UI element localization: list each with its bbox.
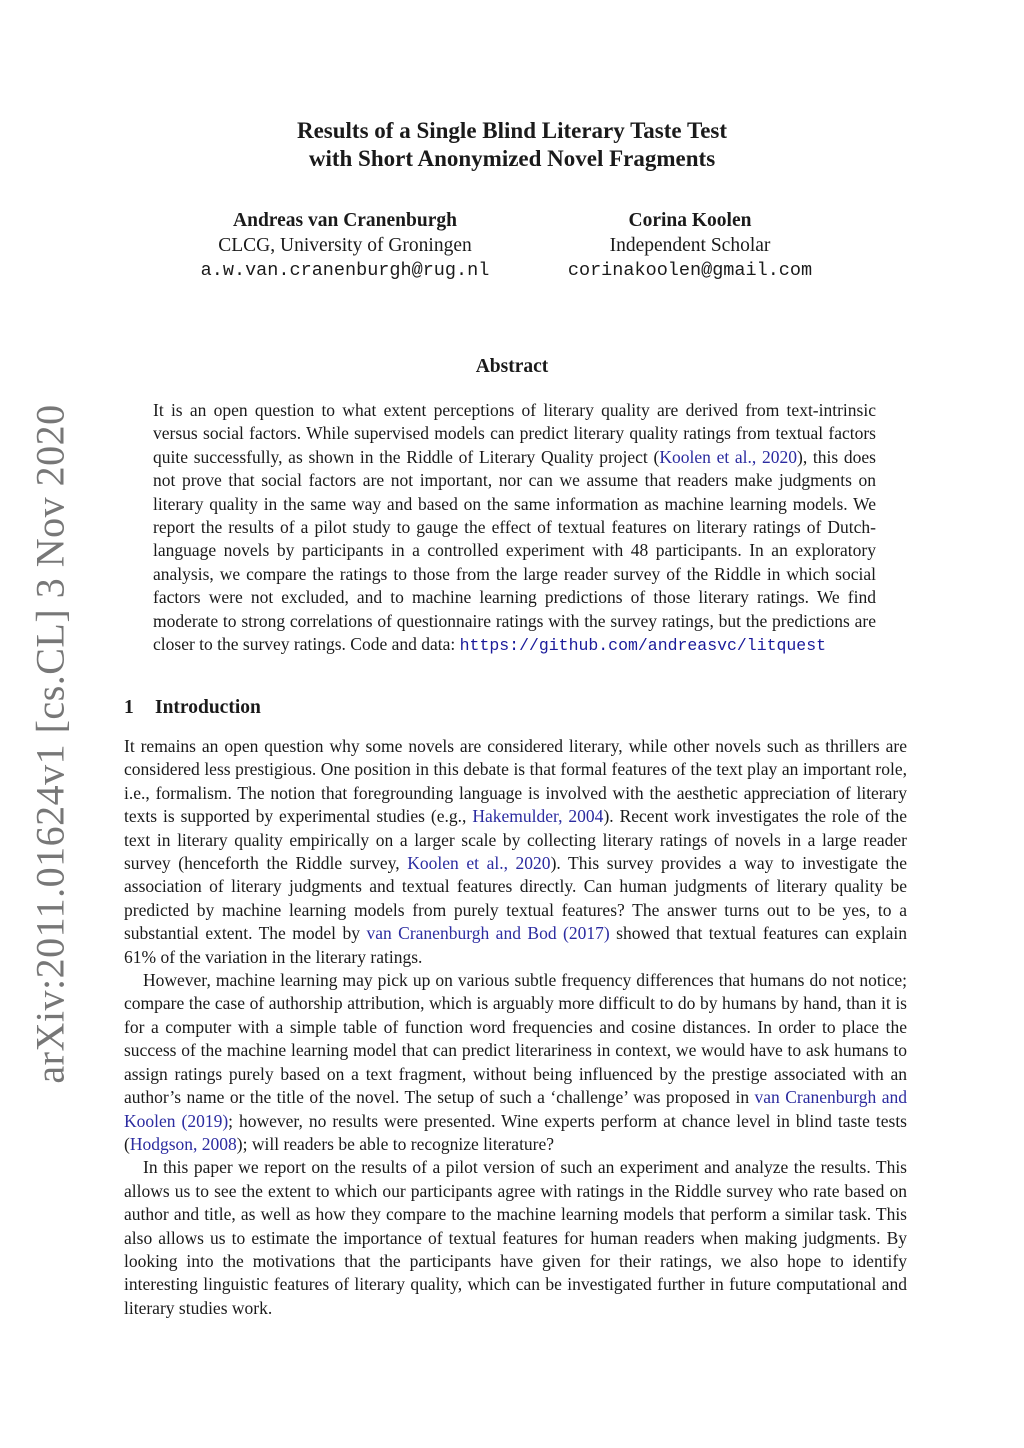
- paragraph: [124, 735, 907, 969]
- code-repository-link[interactable]: https://github.com/andreasvc/litquest: [459, 636, 827, 656]
- citation-link[interactable]: Koolen et al., 2020: [407, 853, 551, 874]
- title-line-2: with Short Anonymized Novel Fragments: [308, 146, 716, 171]
- arxiv-identifier: arXiv:2011.01624v1 [cs.CL] 3 Nov 2020: [27, 404, 73, 1084]
- citation-link[interactable]: Koolen et al., 2020: [659, 446, 797, 467]
- introduction-body: [124, 735, 907, 1320]
- abstract-text: It is an open question to what extent perceptions of literary quality are derived from text-intrinsic versus social factors. While supervised models can predict literary quality ratings from textual factors quite successfully, as shown in the Riddle of Literary Quality project (: [153, 400, 876, 467]
- author-block-2: [530, 208, 850, 283]
- title-line-1: Results of a Single Blind Literary Taste Test: [296, 118, 728, 143]
- paragraph: [124, 969, 907, 1156]
- paragraph-text: ). Recent work investigates the role of the text in literary quality empirically on a larger scale by collecting literary ratings of novels in a large reader survey (henceforth the Riddle survey,: [124, 806, 907, 874]
- abstract-heading: Abstract: [475, 356, 549, 377]
- author-name: Andreas van Cranenburgh: [233, 210, 457, 231]
- section-number: 1: [124, 697, 134, 718]
- citation-link[interactable]: van Cranenburgh and Bod (2017): [366, 923, 610, 944]
- abstract-body: [153, 399, 876, 657]
- author-affiliation: CLCG, University of Groningen: [218, 235, 472, 256]
- paragraph-text: ; however, no results were presented. Wine experts perform at chance level in blind taste tests (: [124, 1110, 907, 1154]
- paragraph-text: It remains an open question why some novels are considered literary, while other novels such as thrillers are considered less prestigious. One position in this debate is that formal features of the text play an important role, i.e., formalism. The notion that foregrounding language is involved with the aesthetic appreciation of literary texts is supported by experimental studies (e.g.,: [124, 736, 907, 827]
- citation-link[interactable]: Hodgson, 2008: [129, 1133, 237, 1154]
- paragraph-text: showed that textual features can explain 61% of the variation in the literary ratings.: [124, 923, 907, 967]
- paragraph-text: ). This survey provides a way to investigate the association of literary judgments and textual features directly. Can human judgments of literary quality be predicted by machine learning models from purely textual features? The answer turns out to be yes, to a substantial extent. The model by: [124, 853, 907, 944]
- abstract-text: ), this does not prove that social factors are not important, nor can we assume that readers make judgments on literary quality in the same way and based on the same information as machine learning models. We report the results of a pilot study to gauge the effect of textual features on literary ratings of Dutch-language novels by participants in a controlled experiment with 48 participants. In an exploratory analysis, we compare the ratings to those from the large reader survey of the Riddle in which social factors were not excluded, and to machine learning predictions of those literary ratings. We find moderate to strong correlations of questionnaire ratings with the survey ratings, but the predictions are closer to the survey ratings. Code and data:: [153, 446, 876, 655]
- author-email[interactable]: corinakoolen@gmail.com: [567, 260, 813, 281]
- paragraph: In this paper we report on the results of a pilot version of such an experiment and analyze the results. This allows us to see the extent to which our participants agree with ratings in the Riddle survey who rate based on author and title, as well as how they compare to the machine learning models that perform a similar task. This also allows us to estimate the importance of textual features for human readers when making judgments. By looking into the motivations that the participants have given for their ratings, we also hope to identify interesting linguistic features of literary quality, which can be investigated further in future computational and literary studies work.: [124, 1157, 907, 1318]
- section-heading-introduction: [124, 697, 261, 719]
- author-name: Corina Koolen: [628, 210, 752, 231]
- paragraph-text: However, machine learning may pick up on various subtle frequency differences that humans do not notice; compare the case of authorship attribution, which is arguably more difficult to do by humans by hand, than it is for a computer with a simple table of function word frequencies and cosine distances. In order to place the success of the machine learning model that can predict literariness in context, we would have to ask humans to assign ratings purely based on a text fragment, without being influenced by the prestige associated with an author’s name or the title of the novel. The setup of such a ‘challenge’ was proposed in: [124, 970, 907, 1108]
- author-email[interactable]: a.w.van.cranenburgh@rug.nl: [200, 260, 490, 281]
- author-block-1: [160, 208, 530, 283]
- section-title: Introduction: [155, 697, 261, 718]
- paper-title: [0, 117, 1024, 173]
- author-affiliation: Independent Scholar: [609, 235, 771, 256]
- citation-link[interactable]: Hakemulder, 2004: [472, 806, 604, 827]
- paragraph-text: ); will readers be able to recognize literature?: [236, 1133, 555, 1154]
- citation-link[interactable]: van Cranenburgh and Koolen (2019): [124, 1087, 907, 1131]
